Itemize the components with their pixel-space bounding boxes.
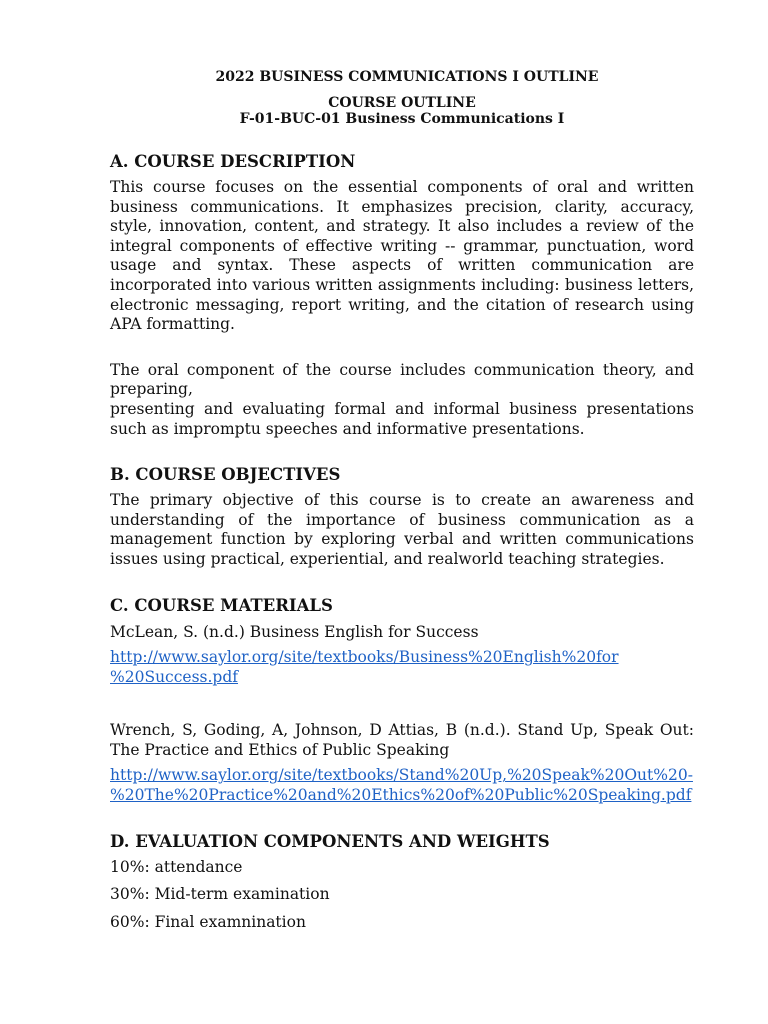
reference-mclean: McLean, S. (n.d.) Business English for Success [110,622,479,641]
course-outline-title: COURSE OUTLINE [328,95,476,111]
link-stand-up-line-1: http://www.saylor.org/site/textbooks/Stand%20Up,%20Speak%20Out%20- [110,766,693,785]
link-business-english-line-1: http://www.saylor.org/site/textbooks/Business%20English%20for [110,648,619,667]
section-d-heading: D. EVALUATION COMPONENTS AND WEIGHTS [110,831,550,851]
section-a-paragraph-2 [110,361,694,439]
section-b-paragraph: The primary objective of this course is to create an awareness and understanding of the importance of business communication as a management function by exploring verbal and written communications issues using practical, experiential, and realworld teaching strategies. [110,491,694,568]
document-header [110,69,694,127]
link-stand-up-speak-out[interactable] [110,766,694,805]
weight-attendance: 10%: attendance [110,857,243,876]
section-b-heading: B. COURSE OBJECTIVES [110,465,341,485]
weight-midterm: 30%: Mid-term examination [110,885,330,904]
link-stand-up-line-2: %20The%20Practice%20and%20Ethics%20of%20Public%20Speaking.pdf [110,786,692,805]
course-code-title: F-01-BUC-01 Business Communications I [239,111,565,127]
section-a-paragraph-1: This course focuses on the essential components of oral and written business communications. It emphasizes precision, clarity, accuracy, style, innovation, content, and strategy. It also includes a review of the integral components of effective writing -- grammar, punctuation, word usage and syntax. These aspects of written communication are incorporated into various written assignments including: business letters, electronic messaging, report writing, and the citation of research using APA formatting. [110,178,694,334]
section-a-paragraph-2-line-2: presenting and evaluating formal and informal business presentations such as impromptu speeches and informative presentations. [110,399,694,438]
reference-wrench: Wrench, S, Goding, A, Johnson, D Attias, B (n.d.). Stand Up, Speak Out: The Practice and Ethics of Public Speaking [110,721,694,759]
weight-final: 60%: Final examnination [110,912,306,931]
section-a-heading: A. COURSE DESCRIPTION [110,152,356,171]
section-c-heading: C. COURSE MATERIALS [110,595,333,615]
link-business-english[interactable] [110,648,694,687]
link-business-english-line-2: %20Success.pdf [110,667,239,686]
document-page [110,0,694,932]
outline-title: 2022 BUSINESS COMMUNICATIONS I OUTLINE [215,69,599,85]
section-a-paragraph-2-line-1: The oral component of the course includes communication theory, and preparing, [110,360,694,399]
